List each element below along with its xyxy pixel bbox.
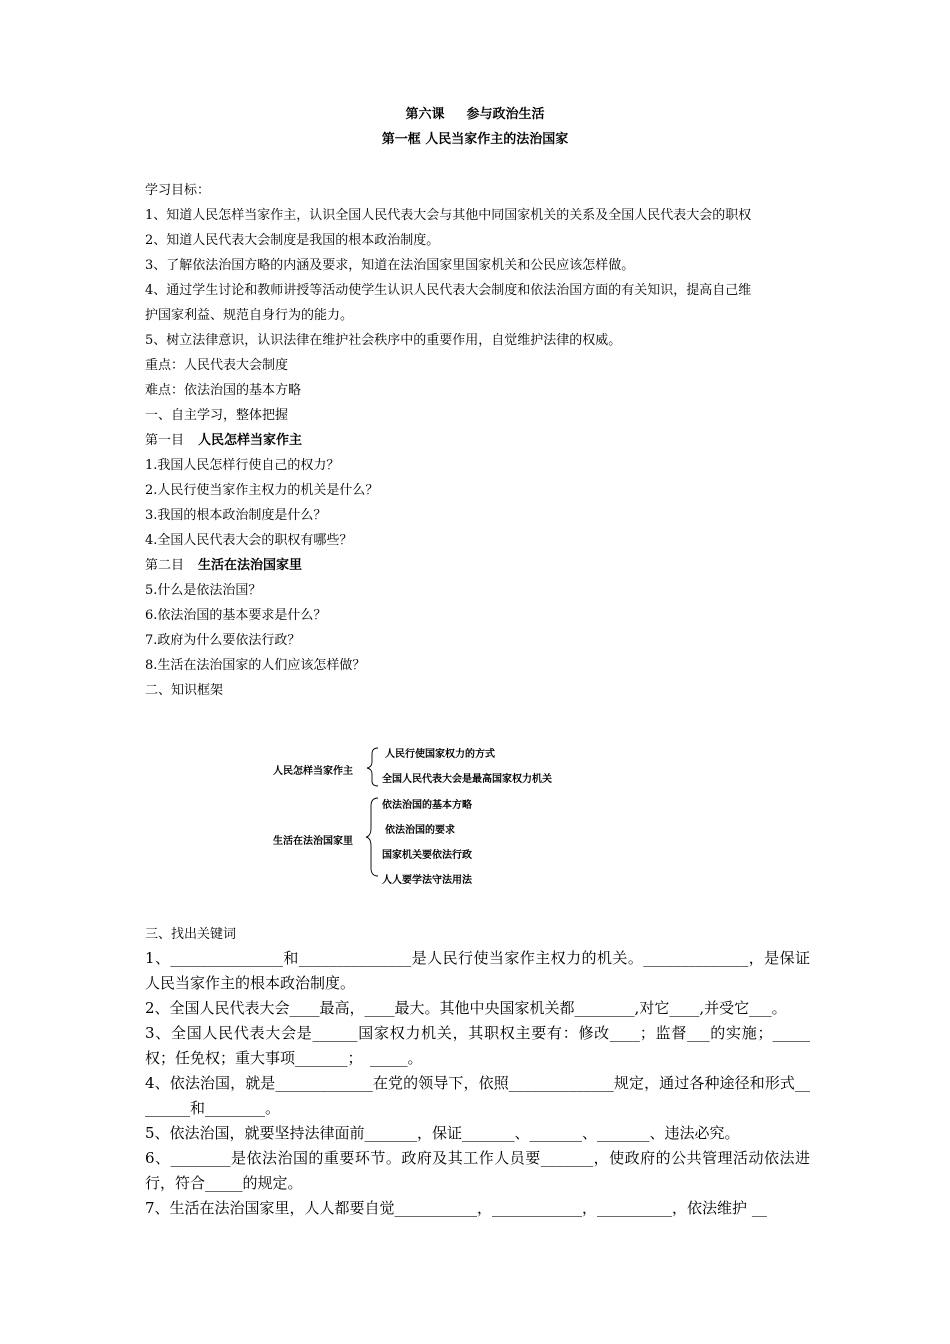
framework-item: 全国人民代表大会是最高国家权力机关 xyxy=(382,774,552,785)
question-item: 1.我国人民怎样行使自己的权力？ xyxy=(145,458,340,473)
framework-item: 人民行使国家权力的方式 xyxy=(385,749,495,760)
lesson-name: 参与政治生活 xyxy=(466,107,545,122)
self-study-heading: 一、自主学习，整体把握 xyxy=(145,408,289,423)
lesson-title xyxy=(0,103,950,122)
lesson-number: 第六课 xyxy=(405,107,445,122)
frame-title: 第一框 人民当家作主的法治国家 xyxy=(381,132,569,147)
question-item: 8.生活在法治国家的人们应该怎样做？ xyxy=(145,658,366,673)
objective-item: 4、通过学生讨论和教师讲授等活动使学生认识人民代表大会制度和依法治国方面的有关知识，提高自己维 xyxy=(145,283,752,298)
objective-item: 1、知道人民怎样当家作主，认识全国人民代表大会与其他中同国家机关的关系及全国人民代表大会的职权 xyxy=(145,208,752,223)
keyword-question: 4、依法治国，就是_____________在党的领导下，依照______________规定，通过各种途径和形式________和________。 xyxy=(145,1074,810,1117)
keyword-question: 5、依法治国，就要坚持法律面前_______，保证_______、_______、_______、违法必究。 xyxy=(145,1124,740,1142)
objective-item: 2、知道人民代表大会制度是我国的根本政治制度。 xyxy=(145,233,440,248)
subsection-1-title: 人民怎样当家作主 xyxy=(198,433,303,448)
question-item: 4.全国人民代表大会的职权有哪些？ xyxy=(145,533,353,548)
keywords-heading: 三、找出关键词 xyxy=(145,927,237,942)
framework-group-1-label: 人民怎样当家作主 xyxy=(273,766,353,777)
question-item: 7.政府为什么要依法行政？ xyxy=(145,633,301,648)
framework-group-2-label: 生活在法治国家里 xyxy=(273,836,353,847)
objective-item: 护国家利益、规范自身行为的能力。 xyxy=(145,308,354,323)
objectives-heading: 学习目标： xyxy=(145,183,211,198)
question-item: 5.什么是依法治国？ xyxy=(145,583,262,598)
key-point: 重点：人民代表大会制度 xyxy=(145,358,289,373)
difficult-point: 难点：依法治国的基本方略 xyxy=(145,383,302,398)
brace-group-1 xyxy=(367,748,378,786)
subsection-1-label: 第一目 xyxy=(145,433,185,448)
keywords-section xyxy=(145,924,810,1221)
keyword-question: 3、全国人民代表大会是______国家权力机关，其职权主要有：修改____；监督___的实施；_____权；任免权；重大事项_______； _____。 xyxy=(145,1024,810,1067)
brace-group-2 xyxy=(366,798,378,876)
question-item: 3.我国的根本政治制度是什么？ xyxy=(145,508,327,523)
keyword-question: 1、_______________和_______________是人民行使当家作主权力的机关。______________，是保证人民当家作主的根本政治制度。 xyxy=(145,949,810,992)
main-content xyxy=(145,178,810,703)
subsection-2 xyxy=(145,553,810,578)
keyword-question: 6、________是依法治国的重要环节。政府及其工作人员要_______，使政府的公共管理活动依法进行，符合_____的规定。 xyxy=(145,1149,810,1192)
objective-item: 5、树立法律意识，认识法律在维护社会秩序中的重要作用，自觉维护法律的权威。 xyxy=(145,333,622,348)
framework-item: 国家机关要依法行政 xyxy=(382,850,472,861)
question-item: 2.人民行使当家作主权力的机关是什么？ xyxy=(145,483,379,498)
knowledge-framework xyxy=(268,740,588,890)
keyword-question: 2、全国人民代表大会____最高，____最大。其他中央国家机关都________,对它____,并受它___。 xyxy=(145,999,787,1017)
subsection-2-title: 生活在法治国家里 xyxy=(198,558,303,573)
subsection-2-label: 第二目 xyxy=(145,558,185,573)
keyword-question: 7、生活在法治国家里，人人都要自觉___________，____________，__________，依法维护 __ xyxy=(145,1199,767,1217)
framework-heading: 二、知识框架 xyxy=(145,683,224,698)
framework-item: 人人要学法守法用法 xyxy=(382,875,472,886)
subsection-1 xyxy=(145,428,810,453)
framework-item: 依法治国的要求 xyxy=(385,825,455,836)
question-item: 6.依法治国的基本要求是什么？ xyxy=(145,608,327,623)
framework-item: 依法治国的基本方略 xyxy=(382,800,472,811)
objective-item: 3、了解依法治国方略的内涵及要求，知道在法治国家里国家机关和公民应该怎样做。 xyxy=(145,258,635,273)
